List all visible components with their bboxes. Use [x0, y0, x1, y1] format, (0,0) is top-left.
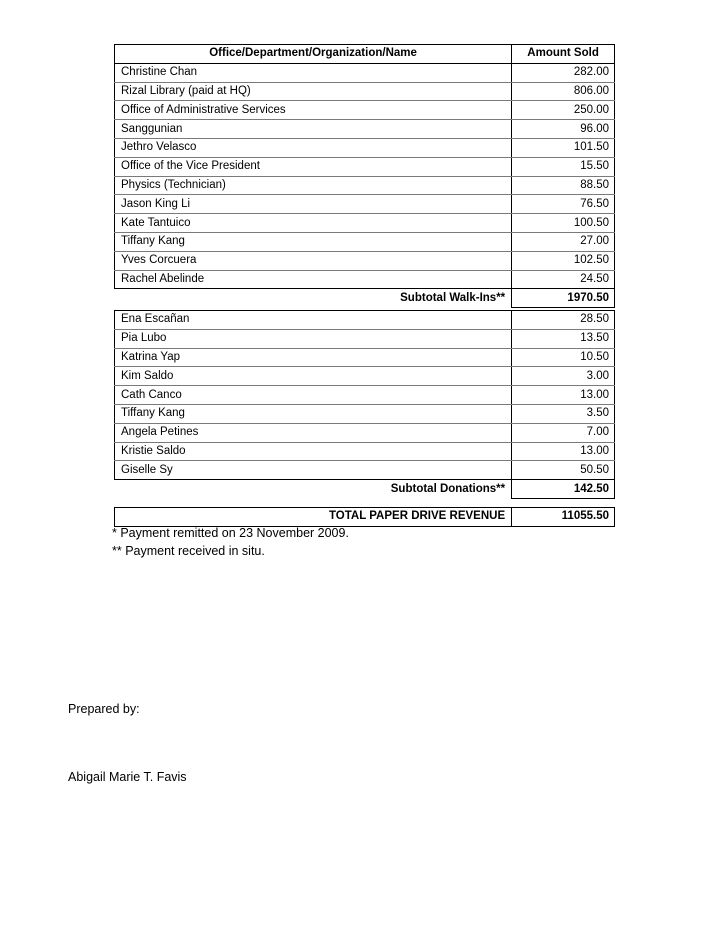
donations-table [114, 310, 615, 499]
table-row [115, 367, 615, 386]
walkin-amount-cell: 88.50 [512, 176, 615, 195]
walkin-amount-cell: 15.50 [512, 157, 615, 176]
table-row [115, 423, 615, 442]
donations-subtotal-value: 142.50 [512, 480, 615, 499]
table-row [115, 386, 615, 405]
walkin-name-cell: Tiffany Kang [115, 232, 512, 251]
donation-amount-cell: 3.50 [512, 404, 615, 423]
walkins-header-row [115, 45, 615, 64]
table-row [115, 176, 615, 195]
walkin-name-cell: Yves Corcuera [115, 251, 512, 270]
table-row [115, 348, 615, 367]
donation-name-cell: Angela Petines [115, 423, 512, 442]
donation-name-cell: Kristie Saldo [115, 442, 512, 461]
walkin-amount-cell: 96.00 [512, 120, 615, 139]
donation-amount-cell: 13.50 [512, 329, 615, 348]
table-row [115, 461, 615, 480]
table-row [115, 442, 615, 461]
donation-name-cell: Cath Canco [115, 386, 512, 405]
table-row [115, 329, 615, 348]
donation-amount-cell: 10.50 [512, 348, 615, 367]
header-name: Office/Department/Organization/Name [115, 45, 512, 64]
donation-amount-cell: 13.00 [512, 386, 615, 405]
walkin-amount-cell: 806.00 [512, 82, 615, 101]
donation-amount-cell: 13.00 [512, 442, 615, 461]
footnote-remitted: * Payment remitted on 23 November 2009. [112, 526, 349, 540]
footnote-in-situ: ** Payment received in situ. [112, 544, 265, 558]
walkin-name-cell: Sanggunian [115, 120, 512, 139]
table-row [115, 404, 615, 423]
table-row [115, 120, 615, 139]
total-table [114, 507, 615, 527]
walkin-name-cell: Physics (Technician) [115, 176, 512, 195]
table-row [115, 311, 615, 330]
walkin-name-cell: Rachel Abelinde [115, 270, 512, 289]
walkin-name-cell: Office of the Vice President [115, 157, 512, 176]
walkin-amount-cell: 102.50 [512, 251, 615, 270]
walkin-amount-cell: 24.50 [512, 270, 615, 289]
table-row [115, 270, 615, 289]
walkins-subtotal-row [115, 289, 615, 308]
walkin-name-cell: Jason King Li [115, 195, 512, 214]
donation-name-cell: Giselle Sy [115, 461, 512, 480]
walkin-amount-cell: 250.00 [512, 101, 615, 120]
table-row [115, 214, 615, 233]
total-row [115, 508, 615, 527]
donation-name-cell: Kim Saldo [115, 367, 512, 386]
donations-body [115, 311, 615, 480]
table-row [115, 232, 615, 251]
walkin-name-cell: Christine Chan [115, 63, 512, 82]
table-row [115, 101, 615, 120]
table-row [115, 82, 615, 101]
donation-amount-cell: 7.00 [512, 423, 615, 442]
donations-subtotal-row [115, 480, 615, 499]
donation-amount-cell: 50.50 [512, 461, 615, 480]
donation-name-cell: Pia Lubo [115, 329, 512, 348]
walkin-amount-cell: 101.50 [512, 138, 615, 157]
donation-amount-cell: 28.50 [512, 311, 615, 330]
table-row [115, 157, 615, 176]
donation-name-cell: Katrina Yap [115, 348, 512, 367]
walkin-amount-cell: 76.50 [512, 195, 615, 214]
walkins-table [114, 44, 615, 308]
walkins-body [115, 63, 615, 289]
walkin-name-cell: Jethro Velasco [115, 138, 512, 157]
donation-amount-cell: 3.00 [512, 367, 615, 386]
table-row [115, 195, 615, 214]
total-label: TOTAL PAPER DRIVE REVENUE [115, 508, 512, 527]
total-value: 11055.50 [512, 508, 615, 527]
donation-name-cell: Tiffany Kang [115, 404, 512, 423]
walkin-name-cell: Rizal Library (paid at HQ) [115, 82, 512, 101]
donation-name-cell: Ena Escañan [115, 311, 512, 330]
table-row [115, 138, 615, 157]
table-row [115, 63, 615, 82]
walkin-name-cell: Office of Administrative Services [115, 101, 512, 120]
donations-subtotal-label: Subtotal Donations** [390, 482, 506, 495]
prepared-by-label: Prepared by: [68, 702, 140, 716]
header-amount: Amount Sold [512, 45, 615, 64]
walkin-amount-cell: 27.00 [512, 232, 615, 251]
walkins-subtotal-label: Subtotal Walk-Ins** [400, 292, 506, 304]
walkins-subtotal-value: 1970.50 [512, 289, 615, 308]
walkin-name-cell: Kate Tantuico [115, 214, 512, 233]
walkin-amount-cell: 282.00 [512, 63, 615, 82]
preparer-name: Abigail Marie T. Favis [68, 770, 187, 784]
walkin-amount-cell: 100.50 [512, 214, 615, 233]
table-row [115, 251, 615, 270]
